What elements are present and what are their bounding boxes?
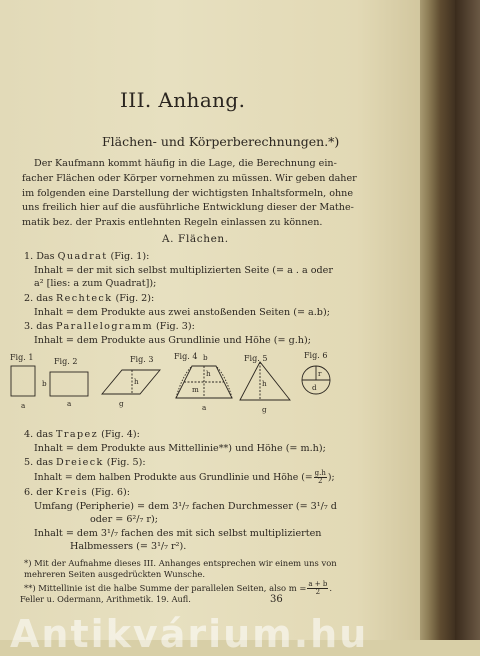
item-number: 2. das: [24, 293, 57, 304]
footnote-1: [24, 558, 337, 580]
chapter-heading: III. Anhang.: [120, 88, 246, 112]
item-number: 4. das: [24, 429, 57, 440]
fig3-parallelogram: [102, 370, 160, 394]
item-heading: [24, 250, 333, 264]
section-a-title: A. Flächen.: [162, 233, 229, 245]
item-heading: [24, 456, 335, 470]
footnote-text: **) Mittellinie ist die halbe Summe der parallelen Seiten, also m =: [24, 583, 307, 593]
item-dreieck: [24, 456, 335, 485]
figure-row: [6, 350, 336, 422]
item-line: a² [lies: a zum Quadrat]);: [34, 278, 157, 290]
fig2-rectangle: [50, 372, 88, 396]
section-subtitle: Flächen- und Körperberechnungen.*): [102, 134, 340, 149]
item-line: Inhalt = dem Produkte aus zwei anstoßenden Seiten (= a.b);: [34, 306, 330, 318]
item-term: Trapez: [56, 429, 99, 440]
item-term: Kreis: [55, 487, 89, 498]
item-fig-ref: (Fig. 6):: [88, 487, 130, 498]
fraction: [314, 470, 327, 485]
fig3-base-label: g: [119, 399, 124, 408]
item-line: Inhalt = dem 3¹/₇ fachen des mit sich selbst multiplizierten: [34, 527, 322, 539]
item-fig-ref: (Fig. 2):: [112, 293, 155, 304]
item-term: Parallelogramm: [56, 321, 153, 332]
fraction-denominator: 2: [315, 588, 321, 596]
footnote-fraction: [307, 581, 328, 596]
footnote-end: .: [329, 583, 333, 593]
item-parallelogramm: [24, 320, 311, 347]
intro-line: Der Kaufmann kommt häufig in die Lage, die Berechnung ein-: [34, 158, 337, 169]
item-number: 1. Das: [24, 251, 58, 262]
fraction-denominator: 2: [318, 476, 323, 485]
item-term: Quadrat: [57, 251, 108, 262]
fig5-base-label: g: [262, 405, 267, 414]
item-rechteck: [24, 292, 330, 319]
fraction-numerator: g.h: [314, 468, 326, 477]
fig4-base-label: a: [202, 403, 207, 412]
fraction-numerator: a + b: [308, 580, 328, 588]
item-line-text: Inhalt = dem halben Produkte aus Grundlinie und Höhe (=: [34, 471, 313, 483]
fig2-bottom-label: a: [67, 399, 72, 408]
item-term: Rechteck: [56, 293, 113, 304]
item-heading: [24, 428, 326, 442]
page-footer: Feller u. Odermann, Arithmetik. 19. Aufl.: [20, 594, 191, 604]
fig6-diameter-label: d: [312, 383, 317, 392]
fig1-side-label: a: [21, 401, 26, 410]
item-fig-ref: (Fig. 5):: [103, 457, 146, 468]
fig4-middle-label: m: [192, 385, 199, 394]
item-line: Halbmessers (= 3¹/₇ r²).: [70, 541, 187, 553]
fig2-label: Fig. 2: [54, 357, 78, 366]
item-trapez: [24, 428, 326, 455]
fig3-label: Fig. 3: [130, 355, 154, 364]
item-number: 6. der: [24, 487, 56, 498]
item-line: Inhalt = der mit sich selbst multiplizierten Seite (= a . a oder: [34, 264, 333, 276]
item-kreis: [24, 486, 337, 554]
footnote-line: mehreren Seiten ausgedrückten Wunsche.: [24, 569, 205, 580]
fig6-label: Fig. 6: [304, 351, 328, 360]
item-line: [24, 470, 335, 485]
item-fig-ref: (Fig. 4):: [98, 429, 140, 440]
item-number: 3. das: [24, 321, 57, 332]
binding-edge: [455, 0, 480, 640]
fig1-label: Fig. 1: [10, 353, 34, 362]
intro-paragraph: [22, 157, 402, 231]
fig4-top-label: b: [203, 353, 208, 362]
intro-line: matik bez. der Praxis entlehnten Regeln einlassen zu können.: [22, 217, 323, 229]
item-heading: [24, 486, 337, 500]
item-heading: [24, 320, 311, 334]
intro-line: im folgenden eine Darstellung der wichtigsten Inhaltsformeln, ohne: [22, 187, 354, 199]
fig5-height-label: h: [262, 379, 267, 388]
fig4-height-label: h: [206, 369, 211, 378]
item-line: Inhalt = dem Produkte aus Mittellinie**) und Höhe (= m.h);: [34, 442, 326, 454]
fig4-label: Fig. 4: [174, 352, 198, 361]
item-term: Dreieck: [56, 457, 104, 468]
watermark: Antikvárium.hu: [10, 612, 369, 656]
page-number: 36: [270, 594, 283, 605]
fig6-radius-label: r: [318, 369, 322, 378]
fig5-label: Fig. 5: [244, 354, 268, 363]
fig2-side-label: b: [42, 379, 47, 388]
item-fig-ref: (Fig. 1):: [107, 251, 150, 262]
item-heading: [24, 292, 330, 306]
fig3-height-label: h: [134, 377, 139, 386]
intro-line: facher Flächen oder Körper vornehmen zu müssen. Wir geben daher: [22, 172, 357, 184]
item-line: oder = 6²/₇ r);: [90, 514, 158, 526]
item-line: Inhalt = dem Produkte aus Grundlinie und Höhe (= g.h);: [34, 334, 311, 346]
intro-line: uns freilich hier auf die ausführliche Entwicklung dieser der Mathe-: [22, 202, 354, 214]
item-fig-ref: (Fig. 3):: [153, 321, 195, 332]
item-line: Umfang (Peripherie) = dem 3¹/₇ fachen Durchmesser (= 3¹/₇ d: [34, 500, 337, 512]
item-quadrat: [24, 250, 333, 291]
figures-svg: [6, 350, 336, 422]
item-line-end: );: [327, 471, 335, 483]
fig1-square: [11, 366, 35, 396]
footnote-line: *) Mit der Aufnahme dieses III. Anhanges entsprechen wir einem uns von: [24, 558, 337, 568]
item-number: 5. das: [24, 457, 57, 468]
